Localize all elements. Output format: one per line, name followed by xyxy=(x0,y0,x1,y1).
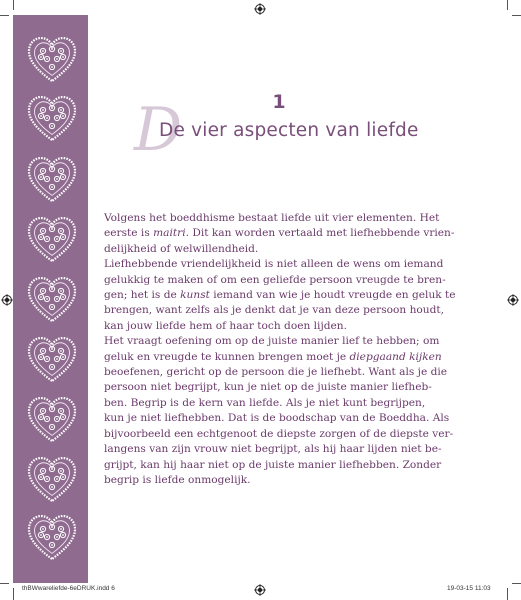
body-text-run: beoefenen, gericht op de persoon die je liefhebt. Want als je die xyxy=(104,366,448,379)
chapter-title: De vier aspecten van liefde xyxy=(159,120,419,141)
body-text-run: brengen, want zelfs als je denkt dat je van deze persoon houdt, xyxy=(104,304,445,317)
body-line xyxy=(104,288,464,303)
footer-file-slug: thBWwareliefde-6eDRUK.indd 6 xyxy=(22,585,115,592)
body-line xyxy=(104,226,464,241)
body-text-run: Het vraagt oefening om op de juiste manier lief te hebben; om xyxy=(104,335,440,348)
lace-heart-icon xyxy=(27,515,77,563)
footer-datetime: 19-03-15 11:03 xyxy=(447,585,491,592)
body-line xyxy=(104,211,464,226)
body-line xyxy=(104,273,464,288)
body-text-run: geluk en vreugde te kunnen brengen moet je xyxy=(104,350,350,363)
body-text-run: kan jouw liefde hem of haar toch doen lijden. xyxy=(104,319,347,332)
body-text-run: iemand van wie je houdt vreugde en geluk te xyxy=(209,289,456,302)
body-text-run: gen; het is de xyxy=(104,289,181,302)
body-line xyxy=(104,442,464,457)
lace-heart-icon xyxy=(27,337,77,385)
body-emphasis: kunst xyxy=(180,289,210,302)
crop-mark-bottom-right xyxy=(507,588,508,600)
lace-heart-icon xyxy=(27,217,77,265)
body-text xyxy=(104,211,464,488)
registration-mark-bottom xyxy=(254,584,266,596)
body-text-run: kun je niet liefhebben. Dat is de boodschap van de Boeddha. Als xyxy=(104,412,450,425)
chapter-number: 1 xyxy=(272,91,286,113)
body-emphasis: maitri xyxy=(153,227,186,240)
body-text-run: begrip is liefde onmogelijk. xyxy=(104,473,251,486)
registration-mark-top xyxy=(254,3,266,15)
body-emphasis: diepgaand kijken xyxy=(349,350,442,363)
lace-heart-icon xyxy=(27,277,77,325)
crop-mark-bottom-left xyxy=(13,588,14,600)
body-line xyxy=(104,380,464,395)
body-line xyxy=(104,303,464,318)
registration-mark-left xyxy=(1,294,13,306)
crop-mark-bottom-left-h xyxy=(0,583,9,584)
body-line xyxy=(104,350,464,365)
body-line xyxy=(104,242,464,257)
crop-mark-top-right-h xyxy=(512,15,521,16)
body-line xyxy=(104,427,464,442)
body-line xyxy=(104,334,464,349)
body-text-run: Liefhebbende vriendelijkheid is niet alleen de wens om iemand xyxy=(104,258,444,271)
body-text-run: gelukkig te maken of om een geliefde persoon vreugde te bren- xyxy=(104,273,446,286)
body-line xyxy=(104,319,464,334)
crop-mark-top-right xyxy=(507,0,508,10)
body-line xyxy=(104,257,464,272)
body-line xyxy=(104,365,464,380)
lace-heart-icon xyxy=(27,157,77,205)
body-text-run: eerste is xyxy=(104,227,154,240)
drop-letter: D xyxy=(134,95,183,165)
lace-heart-icon xyxy=(27,37,77,85)
body-text-run: delijkheid of welwillendheid. xyxy=(104,242,259,255)
lace-heart-icon xyxy=(27,457,77,505)
decorative-band xyxy=(13,15,88,583)
lace-heart-icon xyxy=(27,96,77,144)
registration-mark-right xyxy=(507,294,519,306)
crop-mark-top-left xyxy=(13,0,14,10)
body-line xyxy=(104,396,464,411)
body-line xyxy=(104,411,464,426)
body-text-run: ben. Begrip is de kern van liefde. Als je niet kunt begrijpen, xyxy=(104,396,426,409)
body-text-run: bijvoorbeeld een echtgenoot de diepste zorgen of de diepste ver- xyxy=(104,427,454,440)
body-line xyxy=(104,473,464,488)
crop-mark-bottom-right-h xyxy=(512,583,521,584)
lace-heart-icon xyxy=(27,397,77,445)
crop-mark-top-left-h xyxy=(0,15,9,16)
body-text-run: Volgens het boeddhisme bestaat liefde uit vier elementen. Het xyxy=(104,212,440,224)
body-text-run: langens van zijn vrouw niet begrijpt, als hij haar lijden niet be- xyxy=(104,443,442,456)
body-text-run: grijpt, kan hij haar niet op de juiste manier liefhebben. Zonder xyxy=(104,458,442,471)
body-text-run: . Dit kan worden vertaald met liefhebbende vrien- xyxy=(185,227,455,240)
body-text-run: persoon niet begrijpt, kun je niet op de juiste manier liefheb- xyxy=(104,381,432,394)
body-line xyxy=(104,458,464,473)
